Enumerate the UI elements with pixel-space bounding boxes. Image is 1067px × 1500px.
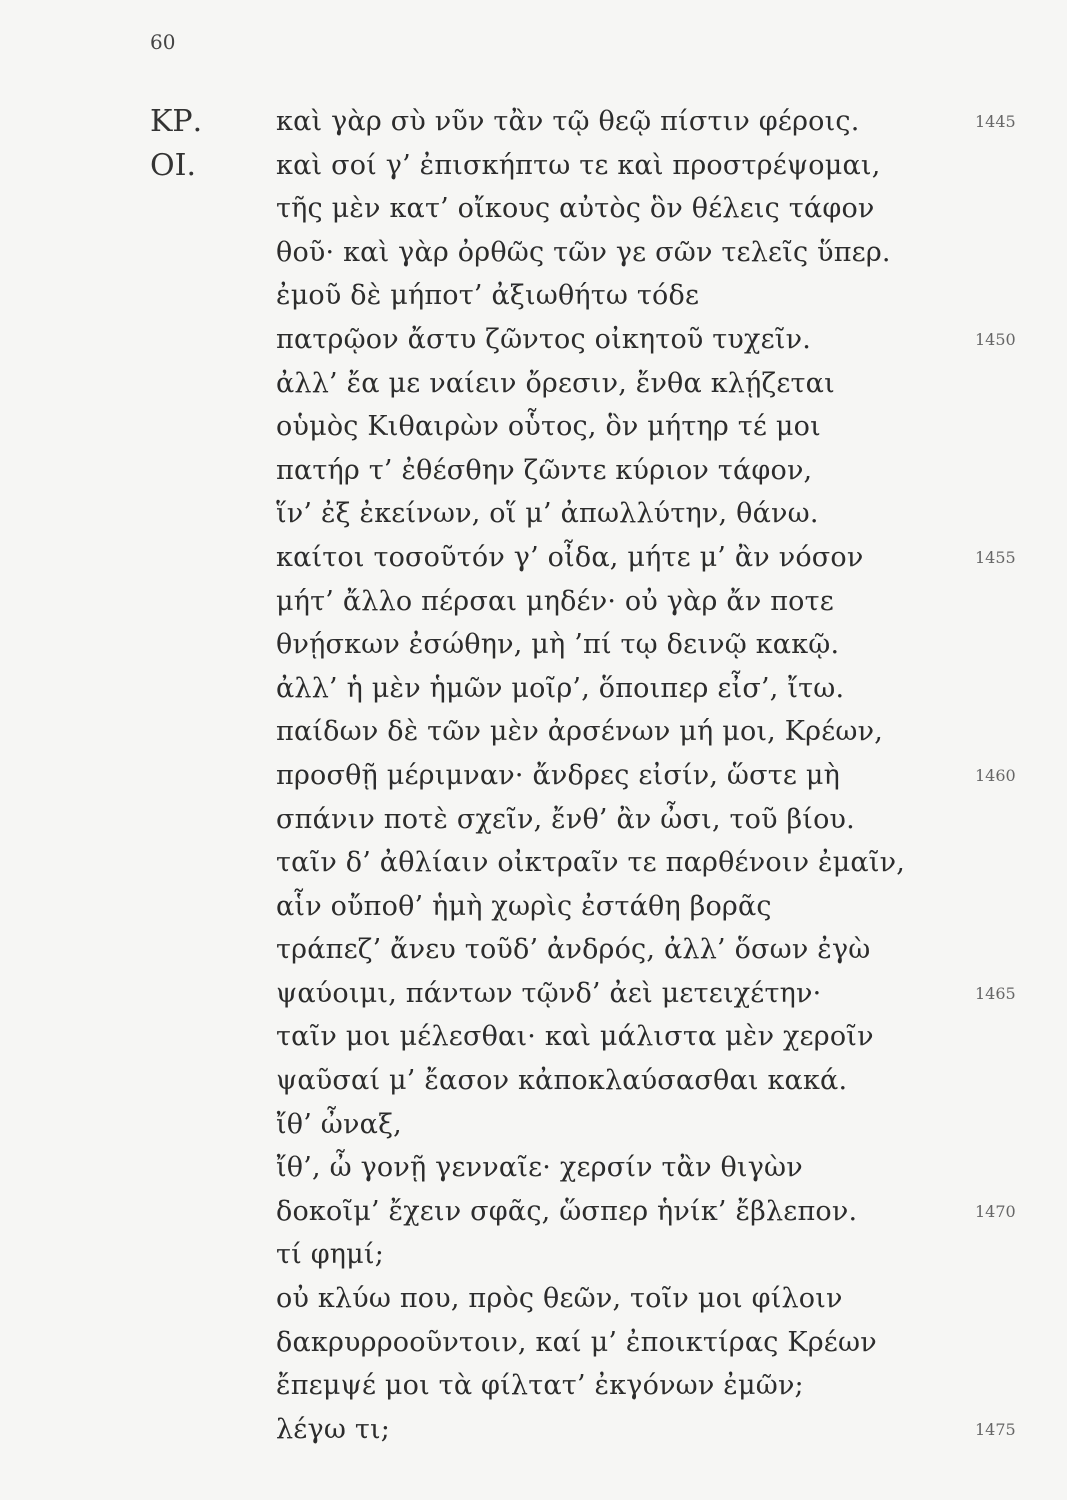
line-number: 1460 — [975, 765, 1016, 785]
verse-line — [0, 974, 1067, 1018]
verse-text: ἴθ’ ὦναξ, — [276, 1108, 402, 1140]
verse-line — [0, 189, 1067, 233]
line-number: 1445 — [975, 112, 1016, 131]
line-number: 1450 — [975, 329, 1016, 349]
verse-text: μήτ’ ἄλλο πέρσαι μηδέν· οὐ γὰρ ἄν ποτε — [276, 585, 834, 617]
verse-line — [0, 887, 1067, 931]
verse-line — [0, 1017, 1067, 1061]
verse-line — [0, 843, 1067, 887]
verse-text: ἔπεμψέ μοι τὰ φίλτατ’ ἐκγόνων ἐμῶν; — [276, 1370, 804, 1402]
verse-text: ἐμοῦ δὲ μήποτ’ ἀξιωθήτω τόδε — [276, 280, 700, 312]
verse-line — [0, 1061, 1067, 1105]
verse-text: ἴθ’, ὦ γονῇ γενναῖε· χερσίν τἂν θιγὼν — [276, 1152, 803, 1184]
verse-line — [0, 582, 1067, 626]
verse-line — [0, 625, 1067, 669]
verse-line — [0, 712, 1067, 756]
verse-text: πατρῷον ἄστυ ζῶντος οἰκητοῦ τυχεῖν. — [276, 323, 811, 355]
verse-text: πατήρ τ’ ἐθέσθην ζῶντε κύριον τάφον, — [276, 454, 813, 486]
verse-line — [0, 538, 1067, 582]
verse-line — [0, 1192, 1067, 1236]
speaker-label: ΟΙ. — [150, 147, 196, 183]
verse-line — [0, 1105, 1067, 1149]
verse-line — [0, 930, 1067, 974]
verse-text: τῆς μὲν κατ’ οἴκους αὐτὸς ὃν θέλεις τάφον — [276, 193, 875, 225]
verse-text: ἀλλ’ ἡ μὲν ἡμῶν μοῖρ’, ὅποιπερ εἶσ’, ἴτω. — [276, 672, 845, 704]
verse-text: θνῄσκων ἐσώθην, μὴ ’πί τῳ δεινῷ κακῷ. — [276, 629, 840, 661]
verse-line — [0, 276, 1067, 320]
verse-line — [0, 320, 1067, 364]
verse-line — [0, 102, 1067, 146]
verse-text: δοκοῖμ’ ἔχειν σφᾶς, ὥσπερ ἡνίκ’ ἔβλεπον. — [276, 1195, 858, 1227]
verse-text: ἵν’ ἐξ ἐκείνων, οἵ μ’ ἀπωλλύτην, θάνω. — [276, 498, 819, 530]
page-number: 60 — [150, 30, 176, 54]
verse-line — [0, 756, 1067, 800]
verse-text: ψαῦσαί μ’ ἔασον κἀποκλαύσασθαι κακά. — [276, 1065, 848, 1097]
verse-line — [0, 1323, 1067, 1367]
verse-text: οὐ κλύω που, πρὸς θεῶν, τοῖν μοι φίλοιν — [276, 1283, 843, 1315]
verse-text: παίδων δὲ τῶν μὲν ἀρσένων μή μοι, Κρέων, — [276, 716, 883, 748]
verse-text: λέγω τι; — [276, 1413, 391, 1445]
verse-line — [0, 1410, 1067, 1454]
verse-line — [0, 1235, 1067, 1279]
verse-line — [0, 1148, 1067, 1192]
verse-text: δακρυρροοῦντοιν, καί μ’ ἐποικτίρας Κρέων — [276, 1326, 877, 1358]
verse-text: αἷν οὔποθ’ ἡμὴ χωρὶς ἐστάθη βορᾶς — [276, 890, 772, 922]
verse-text: προσθῇ μέριμναν· ἄνδρες εἰσίν, ὥστε μὴ — [276, 759, 841, 791]
verse-line — [0, 1366, 1067, 1410]
verse-line — [0, 407, 1067, 451]
verse-line — [0, 1279, 1067, 1323]
verse-text: καὶ γὰρ σὺ νῦν τἂν τῷ θεῷ πίστιν φέροις. — [276, 106, 860, 137]
verse-text: θοῦ· καὶ γὰρ ὀρθῶς τῶν γε σῶν τελεῖς ὕπερ. — [276, 236, 891, 268]
speaker-label: ΚΡ. — [150, 104, 203, 139]
verse-text: καίτοι τοσοῦτόν γ’ οἶδα, μήτε μ’ ἂν νόσον — [276, 541, 864, 573]
line-number: 1475 — [975, 1419, 1016, 1439]
verse-text: ἀλλ’ ἔα με ναίειν ὄρεσιν, ἔνθα κλῄζεται — [276, 367, 835, 399]
verse-line — [0, 494, 1067, 538]
verse-text: ταῖν μοι μέλεσθαι· καὶ μάλιστα μὲν χεροῖν — [276, 1021, 874, 1053]
verse-line — [0, 669, 1067, 713]
line-number: 1470 — [975, 1201, 1016, 1221]
verse-text: ταῖν δ’ ἀθλίαιν οἰκτραῖν τε παρθένοιν ἐμαῖν, — [276, 847, 906, 879]
verse-line — [0, 146, 1067, 190]
verse-line — [0, 451, 1067, 495]
verse-block — [0, 102, 1067, 1453]
verse-line — [0, 233, 1067, 277]
verse-text: τράπεζ’ ἄνευ τοῦδ’ ἀνδρός, ἀλλ’ ὅσων ἐγὼ — [276, 934, 871, 966]
verse-text: οὑμὸς Κιθαιρὼν οὗτος, ὃν μήτηρ τέ μοι — [276, 411, 821, 443]
verse-text: σπάνιν ποτὲ σχεῖν, ἔνθ’ ἂν ὦσι, τοῦ βίου. — [276, 803, 855, 835]
verse-line — [0, 364, 1067, 408]
verse-text: τί φημί; — [276, 1239, 385, 1271]
line-number: 1455 — [975, 547, 1016, 567]
verse-line — [0, 800, 1067, 844]
verse-text: ψαύοιμι, πάντων τῷνδ’ ἀεὶ μετειχέτην· — [276, 977, 822, 1009]
verse-text: καὶ σοί γ’ ἐπισκήπτω τε καὶ προστρέψομαι, — [276, 149, 881, 181]
line-number: 1465 — [975, 983, 1016, 1003]
